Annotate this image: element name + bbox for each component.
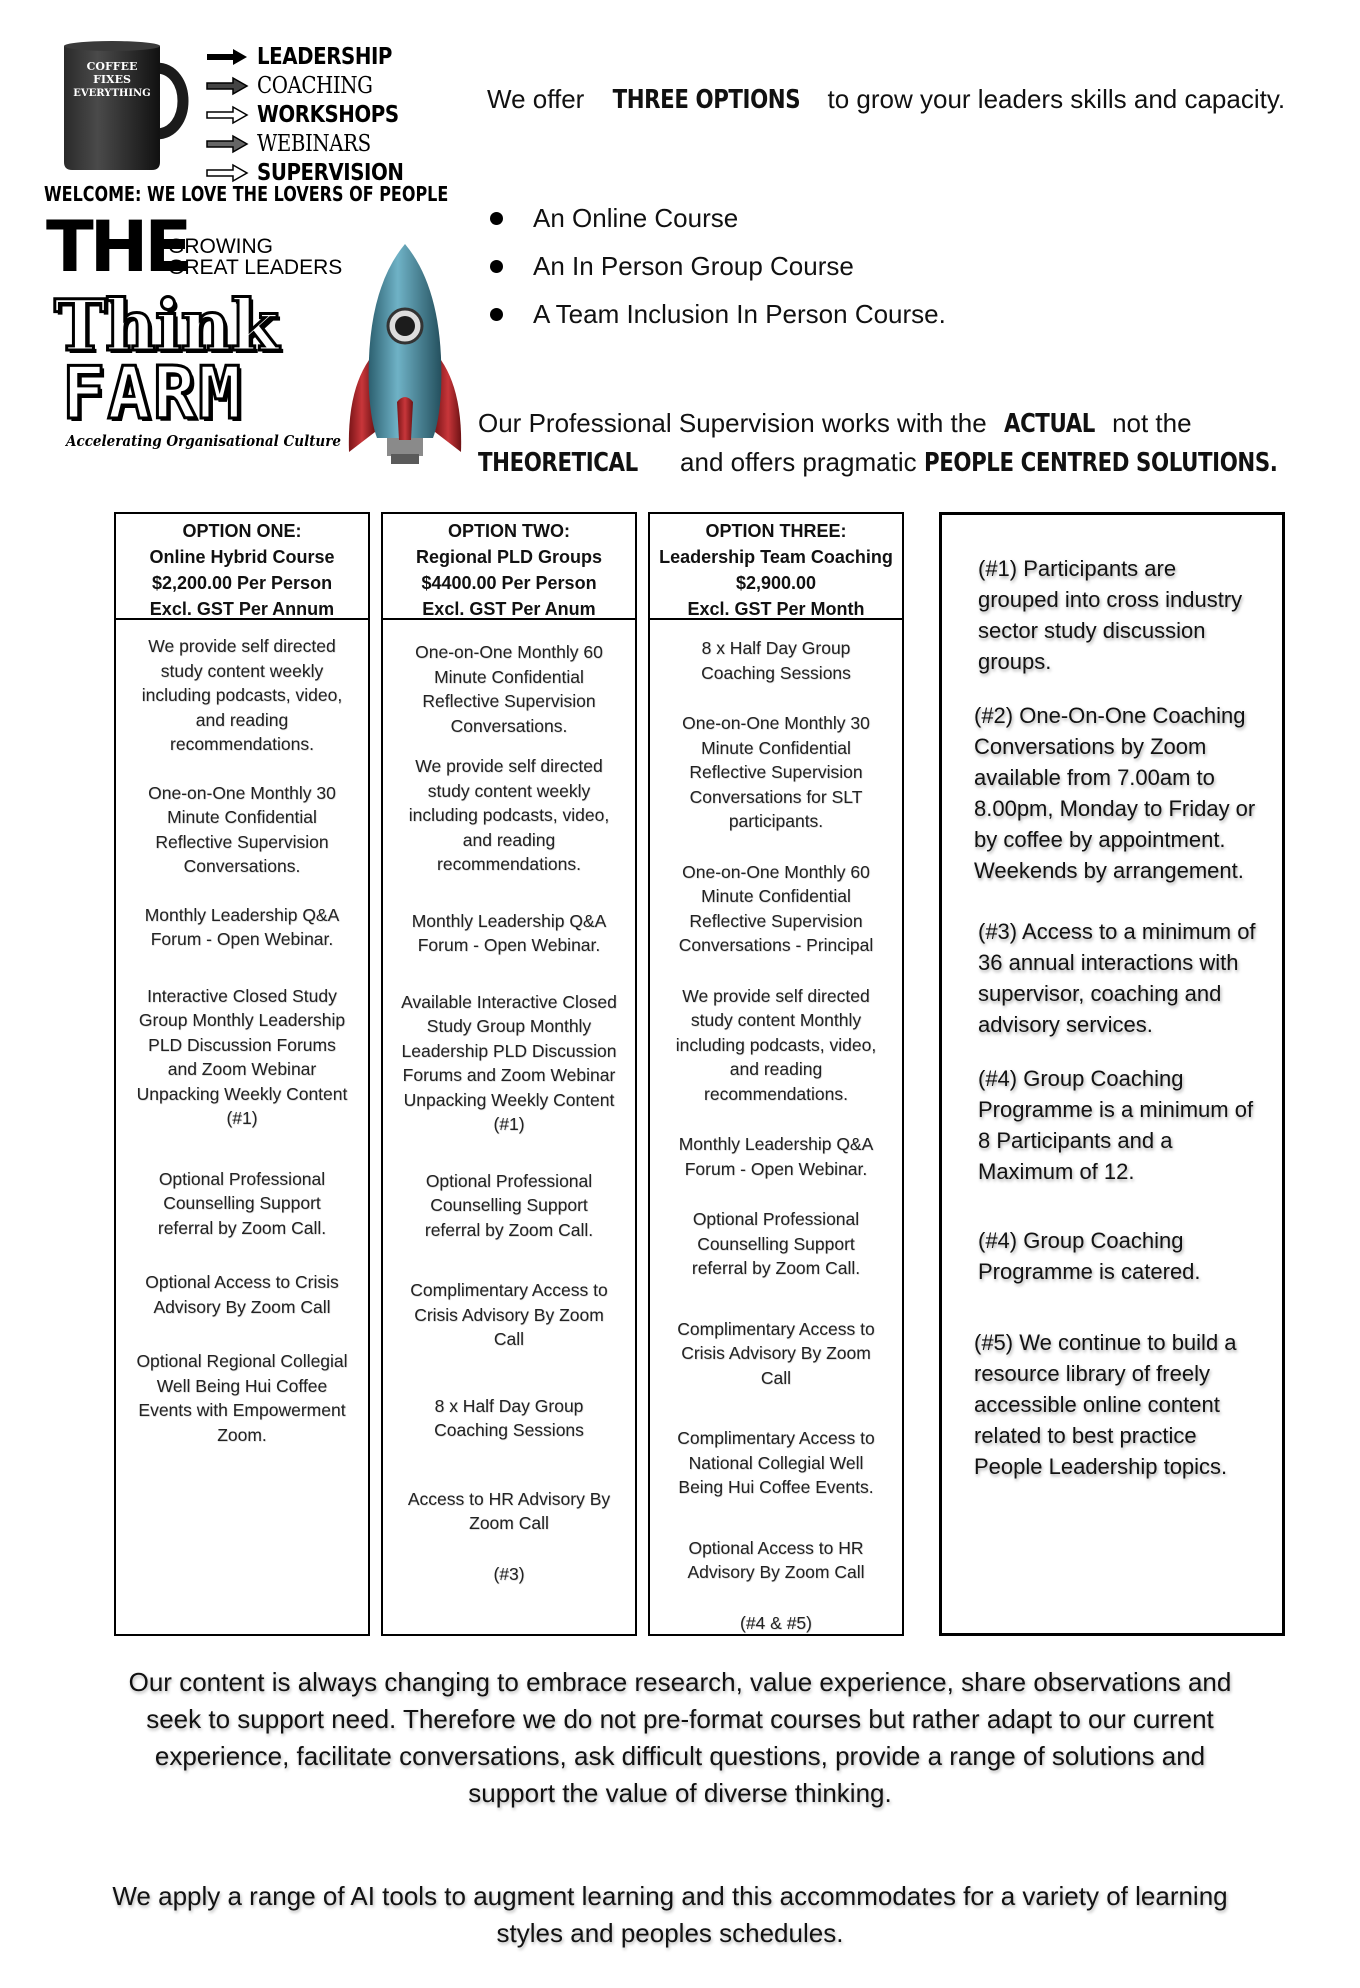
- option-item: Complimentary Access to National Collegial Well Being Hui Coffee Events.: [677, 1428, 875, 1497]
- option-item: Optional Regional Collegial Well Being Hui Coffee Events with Empowerment Zoom.: [136, 1351, 348, 1445]
- logo-the: THE: [46, 206, 189, 288]
- mug-text-line-3: EVERYTHING: [73, 88, 151, 99]
- intro-prefix: We offer: [487, 84, 592, 114]
- service-row-leadership: [205, 42, 435, 71]
- think-farm-logo: [40, 30, 449, 450]
- option-item: Optional Access to Crisis Advisory By Zoom Call: [145, 1272, 339, 1317]
- logo-tagline: Accelerating Organisational Culture: [66, 432, 341, 450]
- option-three-column: [648, 512, 904, 1636]
- option-item: Optional Professional Counselling Support referral by Zoom Call.: [424, 1170, 594, 1240]
- service-label-leadership: LEADERSHIP: [257, 43, 392, 70]
- footnote-3: (#3) Access to a minimum of 36 annual interactions with supervisor, coaching and advisory services.: [978, 919, 1256, 1037]
- option-item: Monthly Leadership Q&A Forum - Open Webinar.: [411, 910, 607, 955]
- service-label-webinars: WEBINARS: [257, 130, 371, 157]
- option-price: $4400.00 Per Person: [421, 573, 597, 593]
- logo-growing-line-1: GROWING: [168, 235, 273, 258]
- option-item: (#4 & #5): [740, 1612, 812, 1633]
- ai-tools-paragraph: We apply a range of AI tools to augment learning and this accommodates for a variety of learning styles and peoples schedules.: [112, 1881, 1228, 1948]
- intro-emphasis: THREE OPTIONS: [612, 85, 800, 115]
- option-item: Complimentary Access to Crisis Advisory By Zoom Call: [410, 1280, 608, 1349]
- bullet-text: A Team Inclusion In Person Course.: [533, 298, 946, 329]
- service-row-webinars: [205, 129, 435, 158]
- bullet-text: An In Person Group Course: [533, 250, 854, 281]
- option-title: OPTION TWO:: [448, 521, 570, 541]
- footnote-5: (#5) We continue to build a resource library of freely accessible online content related to best practice People Leadership topics.: [974, 1330, 1237, 1479]
- option-item: One-on-One Monthly 60 Minute Confidential Reflective Supervision Conversations - Principal: [678, 861, 874, 955]
- option-item: Access to HR Advisory By Zoom Call: [407, 1488, 611, 1533]
- intro-line: [487, 84, 1285, 115]
- option-item: 8 x Half Day Group Coaching Sessions: [434, 1395, 584, 1440]
- list-item: [490, 194, 946, 242]
- option-title: OPTION THREE:: [705, 521, 847, 541]
- supervision-part-3: and offers pragmatic: [672, 447, 924, 477]
- service-label-coaching: COACHING: [257, 72, 373, 99]
- option-one-header: [116, 514, 368, 620]
- option-two-body: [383, 620, 635, 1586]
- services-list: [205, 42, 435, 187]
- supervision-actual: ACTUAL: [1003, 409, 1095, 439]
- option-two-header: [383, 514, 635, 620]
- list-item: [490, 242, 946, 290]
- supervision-solutions: PEOPLE CENTRED SOLUTIONS.: [923, 448, 1278, 478]
- closing-paragraph: Our content is always changing to embrace research, value experience, share observations and seek to support need. Therefore we do not pre-format courses but rather adapt to our current experience, facilitate conversations, ask difficult questions, provide a range of solutions and support the value of diverse thinking.: [128, 1667, 1232, 1808]
- option-item: Optional Access to HR Advisory By Zoom Call: [687, 1537, 865, 1582]
- option-subtitle: Leadership Team Coaching: [659, 547, 893, 567]
- logo-think: Think: [54, 284, 278, 367]
- supervision-theoretical: THEORETICAL: [478, 448, 638, 478]
- option-item: We provide self directed study content weekly including podcasts, video, and reading recommendations.: [141, 636, 343, 754]
- footnote-4-catered: (#4) Group Coaching Programme is catered.: [978, 1228, 1201, 1284]
- list-item: [490, 290, 946, 338]
- footnotes-panel: [939, 512, 1285, 1636]
- mug-text-line-2: FIXES: [93, 73, 131, 86]
- service-row-workshops: [205, 100, 435, 129]
- bullet-dot-icon: [490, 212, 503, 225]
- option-two-column: [381, 512, 637, 1636]
- option-terms: Excl. GST Per Month: [687, 599, 865, 619]
- arrow-right-icon: [205, 163, 249, 183]
- mug-text-line-1: COFFEE: [86, 60, 138, 73]
- option-title: OPTION ONE:: [182, 521, 302, 541]
- option-item: Optional Professional Counselling Support referral by Zoom Call.: [691, 1209, 861, 1278]
- service-label-supervision: SUPERVISION: [257, 159, 404, 186]
- welcome-slogan: WELCOME: WE LOVE THE LOVERS OF PEOPLE: [44, 182, 449, 206]
- service-label-workshops: WORKSHOPS: [257, 101, 399, 128]
- bullet-dot-icon: [490, 308, 503, 321]
- option-item: One-on-One Monthly 30 Minute Confidential Reflective Supervision Conversations for SLT participants.: [682, 713, 870, 831]
- option-three-body: [650, 620, 902, 1635]
- option-item: Optional Professional Counselling Support referral by Zoom Call.: [157, 1168, 327, 1238]
- option-one-body: [116, 620, 368, 1447]
- bullet-text: An Online Course: [533, 202, 739, 233]
- footnote-1: (#1) Participants are grouped into cross industry sector study discussion groups.: [978, 556, 1243, 674]
- option-three-header: [650, 514, 902, 620]
- option-subtitle: Regional PLD Groups: [415, 547, 602, 567]
- option-terms: Excl. GST Per Annum: [149, 599, 335, 619]
- option-item: Monthly Leadership Q&A Forum - Open Webinar.: [678, 1134, 874, 1179]
- option-item: Interactive Closed Study Group Monthly Leadership PLD Discussion Forums and Zoom Webinar Unpacking Weekly Content (#1): [136, 985, 348, 1128]
- footnote-4: (#4) Group Coaching Programme is a minimum of 8 Participants and a Maximum of 12.: [978, 1066, 1254, 1184]
- option-item: 8 x Half Day Group Coaching Sessions: [701, 638, 851, 683]
- logo-farm: FARM: [62, 351, 244, 435]
- intro-suffix: to grow your leaders skills and capacity.: [820, 84, 1286, 114]
- option-terms: Excl. GST Per Anum: [422, 599, 596, 619]
- footnote-2: (#2) One-On-One Coaching Conversations by Zoom available from 7.00am to 8.00pm, Monday to Friday or by coffee by appointment. Weekends by arrangement.: [974, 703, 1256, 883]
- arrow-right-icon: [205, 76, 249, 96]
- supervision-part-1: Our Professional Supervision works with the: [478, 408, 994, 438]
- arrow-right-icon: [205, 134, 249, 154]
- option-item: We provide self directed study content Monthly including podcasts, video, and reading recommendations.: [675, 985, 877, 1104]
- option-price: $2,900.00: [735, 573, 817, 593]
- arrow-right-icon: [205, 47, 249, 67]
- course-options-list: [490, 194, 946, 338]
- option-item: (#3): [493, 1563, 525, 1584]
- rocket-icon: [345, 242, 465, 468]
- option-item: We provide self directed study content weekly including podcasts, video, and reading recommendations.: [408, 756, 610, 874]
- service-row-coaching: [205, 71, 435, 100]
- logo-growing-great-leaders: [168, 236, 342, 278]
- supervision-statement: [478, 404, 1355, 482]
- logo-growing-line-2: GREAT LEADERS: [168, 256, 343, 279]
- option-item: One-on-One Monthly 60 Minute Confidential Reflective Supervision Conversations.: [415, 642, 603, 736]
- option-item: Available Interactive Closed Study Group Monthly Leadership PLD Discussion Forums and Zoom Webinar Unpacking Weekly Content (#1): [401, 991, 617, 1134]
- coffee-mug-icon: [60, 38, 196, 174]
- bullet-dot-icon: [490, 260, 503, 273]
- arrow-right-icon: [205, 105, 249, 125]
- option-item: Complimentary Access to Crisis Advisory By Zoom Call: [677, 1318, 875, 1388]
- option-subtitle: Online Hybrid Course: [149, 547, 335, 567]
- option-item: Monthly Leadership Q&A Forum - Open Webinar.: [144, 904, 340, 949]
- supervision-part-2: not the: [1104, 408, 1192, 438]
- option-price: $2,200.00 Per Person: [151, 573, 333, 593]
- option-one-column: [114, 512, 370, 1636]
- option-item: One-on-One Monthly 30 Minute Confidential Reflective Supervision Conversations.: [148, 782, 336, 876]
